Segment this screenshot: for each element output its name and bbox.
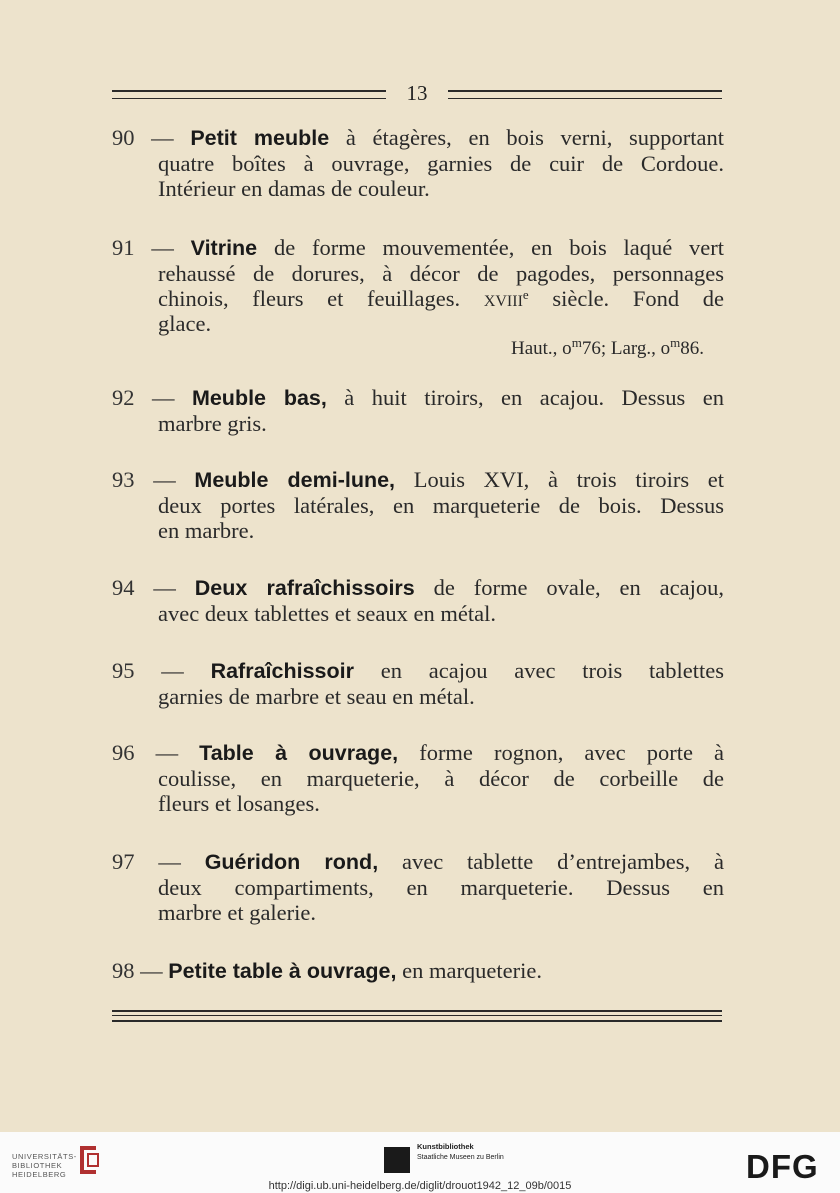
- lot-text-line: fleurs et losanges.: [158, 791, 320, 816]
- lot-number: 94: [112, 575, 135, 600]
- lot-entry: 91 — Vitrine de forme mouvementée, en bois laqué vert rehaussé de dorures, à décor de pagodes, personnages chinois, fleurs et feuillages. xviii$^e$ siècle. Fond de glace. Haut., $o^m76$; Larg., $o^m86$.: [112, 235, 725, 359]
- lot-number: 96: [112, 740, 135, 765]
- lot-number: 98: [112, 958, 135, 983]
- lot-text-line: quatre boîtes à ouvrage, garnies de cuir de Cordoue.: [158, 151, 724, 176]
- page-header: [112, 80, 722, 106]
- lot-number: 93: [112, 467, 135, 492]
- lot-title: Vitrine: [190, 236, 258, 260]
- lot-number: 90: [112, 125, 135, 150]
- bottom-rule: [112, 1010, 722, 1022]
- lot-title: Guéridon rond,: [204, 850, 379, 874]
- lot-title: Deux rafraîchissoirs: [194, 576, 415, 600]
- lot-title: Meuble bas,: [191, 386, 327, 410]
- lot-text-line: deux portes latérales, en marqueterie de bois. Dessus: [158, 493, 724, 518]
- heidelberg-library-label: UNIVERSITÄTS- BIBLIOTHEK HEIDELBERG: [12, 1152, 77, 1179]
- lot-number: 92: [112, 385, 135, 410]
- kunstbibliothek-logo-icon: [384, 1147, 410, 1173]
- lot-number: 95: [112, 658, 135, 683]
- lot-entry: 92 — Meuble bas, à huit tiroirs, en acajou. Dessus en marbre gris.: [112, 385, 725, 436]
- lot-number: 97: [112, 849, 135, 874]
- header-rule-right: [448, 90, 722, 99]
- lot-number: 91: [112, 235, 135, 260]
- lot-entry: 96 — Table à ouvrage, forme rognon, avec porte à coulisse, en marqueterie, à décor de corbeille de fleurs et losanges.: [112, 740, 724, 816]
- lot-title: Petit meuble: [190, 126, 330, 150]
- lot-entry: 98 — Petite table à ouvrage, en marqueterie.: [112, 958, 543, 983]
- lot-entry: 94 — Deux rafraîchissoirs de forme ovale, en acajou, avec deux tablettes et seaux en métal.: [112, 575, 724, 626]
- digitization-footer: UNIVERSITÄTS- BIBLIOTHEK HEIDELBERG Kunstbibliothek Staatliche Museen zu Berlin DFG http://digi.ub.uni-heidelberg.de/diglit/drouot1942_12_09b/0015: [0, 1132, 840, 1193]
- lot-text-line: glace.: [158, 311, 212, 336]
- heidelberg-logo-icon: [76, 1142, 102, 1178]
- lot-entry: 90 — Petit meuble à étagères, en bois verni, supportant quatre boîtes à ouvrage, garnies de cuir de Cordoue. Intérieur en damas de couleur.: [112, 125, 724, 201]
- lot-entry: 97 — Guéridon rond, avec tablette d’entrejambes, à deux compartiments, en marqueterie. Dessus en marbre et galerie.: [112, 849, 724, 925]
- header-rule-left: [112, 90, 386, 99]
- source-url[interactable]: http://digi.ub.uni-heidelberg.de/diglit/drouot1942_12_09b/0015: [268, 1180, 572, 1192]
- lot-title: Meuble demi-lune,: [194, 468, 396, 492]
- lot-text-line: deux compartiments, en marqueterie. Dessus en: [158, 875, 724, 900]
- lot-text-line: chinois, fleurs et feuillages. xviii$^e$ siècle. Fond de: [158, 286, 724, 311]
- lot-title: Rafraîchissoir: [210, 659, 354, 683]
- lot-text-line: en marbre.: [158, 518, 255, 543]
- dfg-logo: DFG: [746, 1148, 819, 1185]
- lot-text-line: garnies de marbre et seau en métal.: [158, 684, 475, 709]
- lot-title: Petite table à ouvrage,: [168, 959, 397, 983]
- lot-text-line: marbre et galerie.: [158, 900, 317, 925]
- century-numeral: xviii: [483, 286, 523, 311]
- lot-text-line: coulisse, en marqueterie, à décor de corbeille de: [158, 766, 724, 791]
- dimensions: Haut., $o^m76$; Larg., $o^m86$.: [511, 335, 704, 359]
- lot-entry: 93 — Meuble demi-lune, Louis XVI, à trois tiroirs et deux portes latérales, en marqueterie de bois. Dessus en marbre.: [112, 467, 725, 543]
- lot-title: Table à ouvrage,: [199, 741, 399, 765]
- lot-text-line: marbre gris.: [158, 411, 267, 436]
- lot-text-line: avec deux tablettes et seaux en métal.: [158, 601, 496, 626]
- lot-text-line: Intérieur en damas de couleur.: [158, 176, 430, 201]
- page-number: 13: [406, 81, 428, 105]
- lot-entry: 95 — Rafraîchissoir en acajou avec trois tablettes garnies de marbre et seau en métal.: [112, 658, 724, 709]
- lot-text-line: rehaussé de dorures, à décor de pagodes, personnages: [158, 261, 724, 286]
